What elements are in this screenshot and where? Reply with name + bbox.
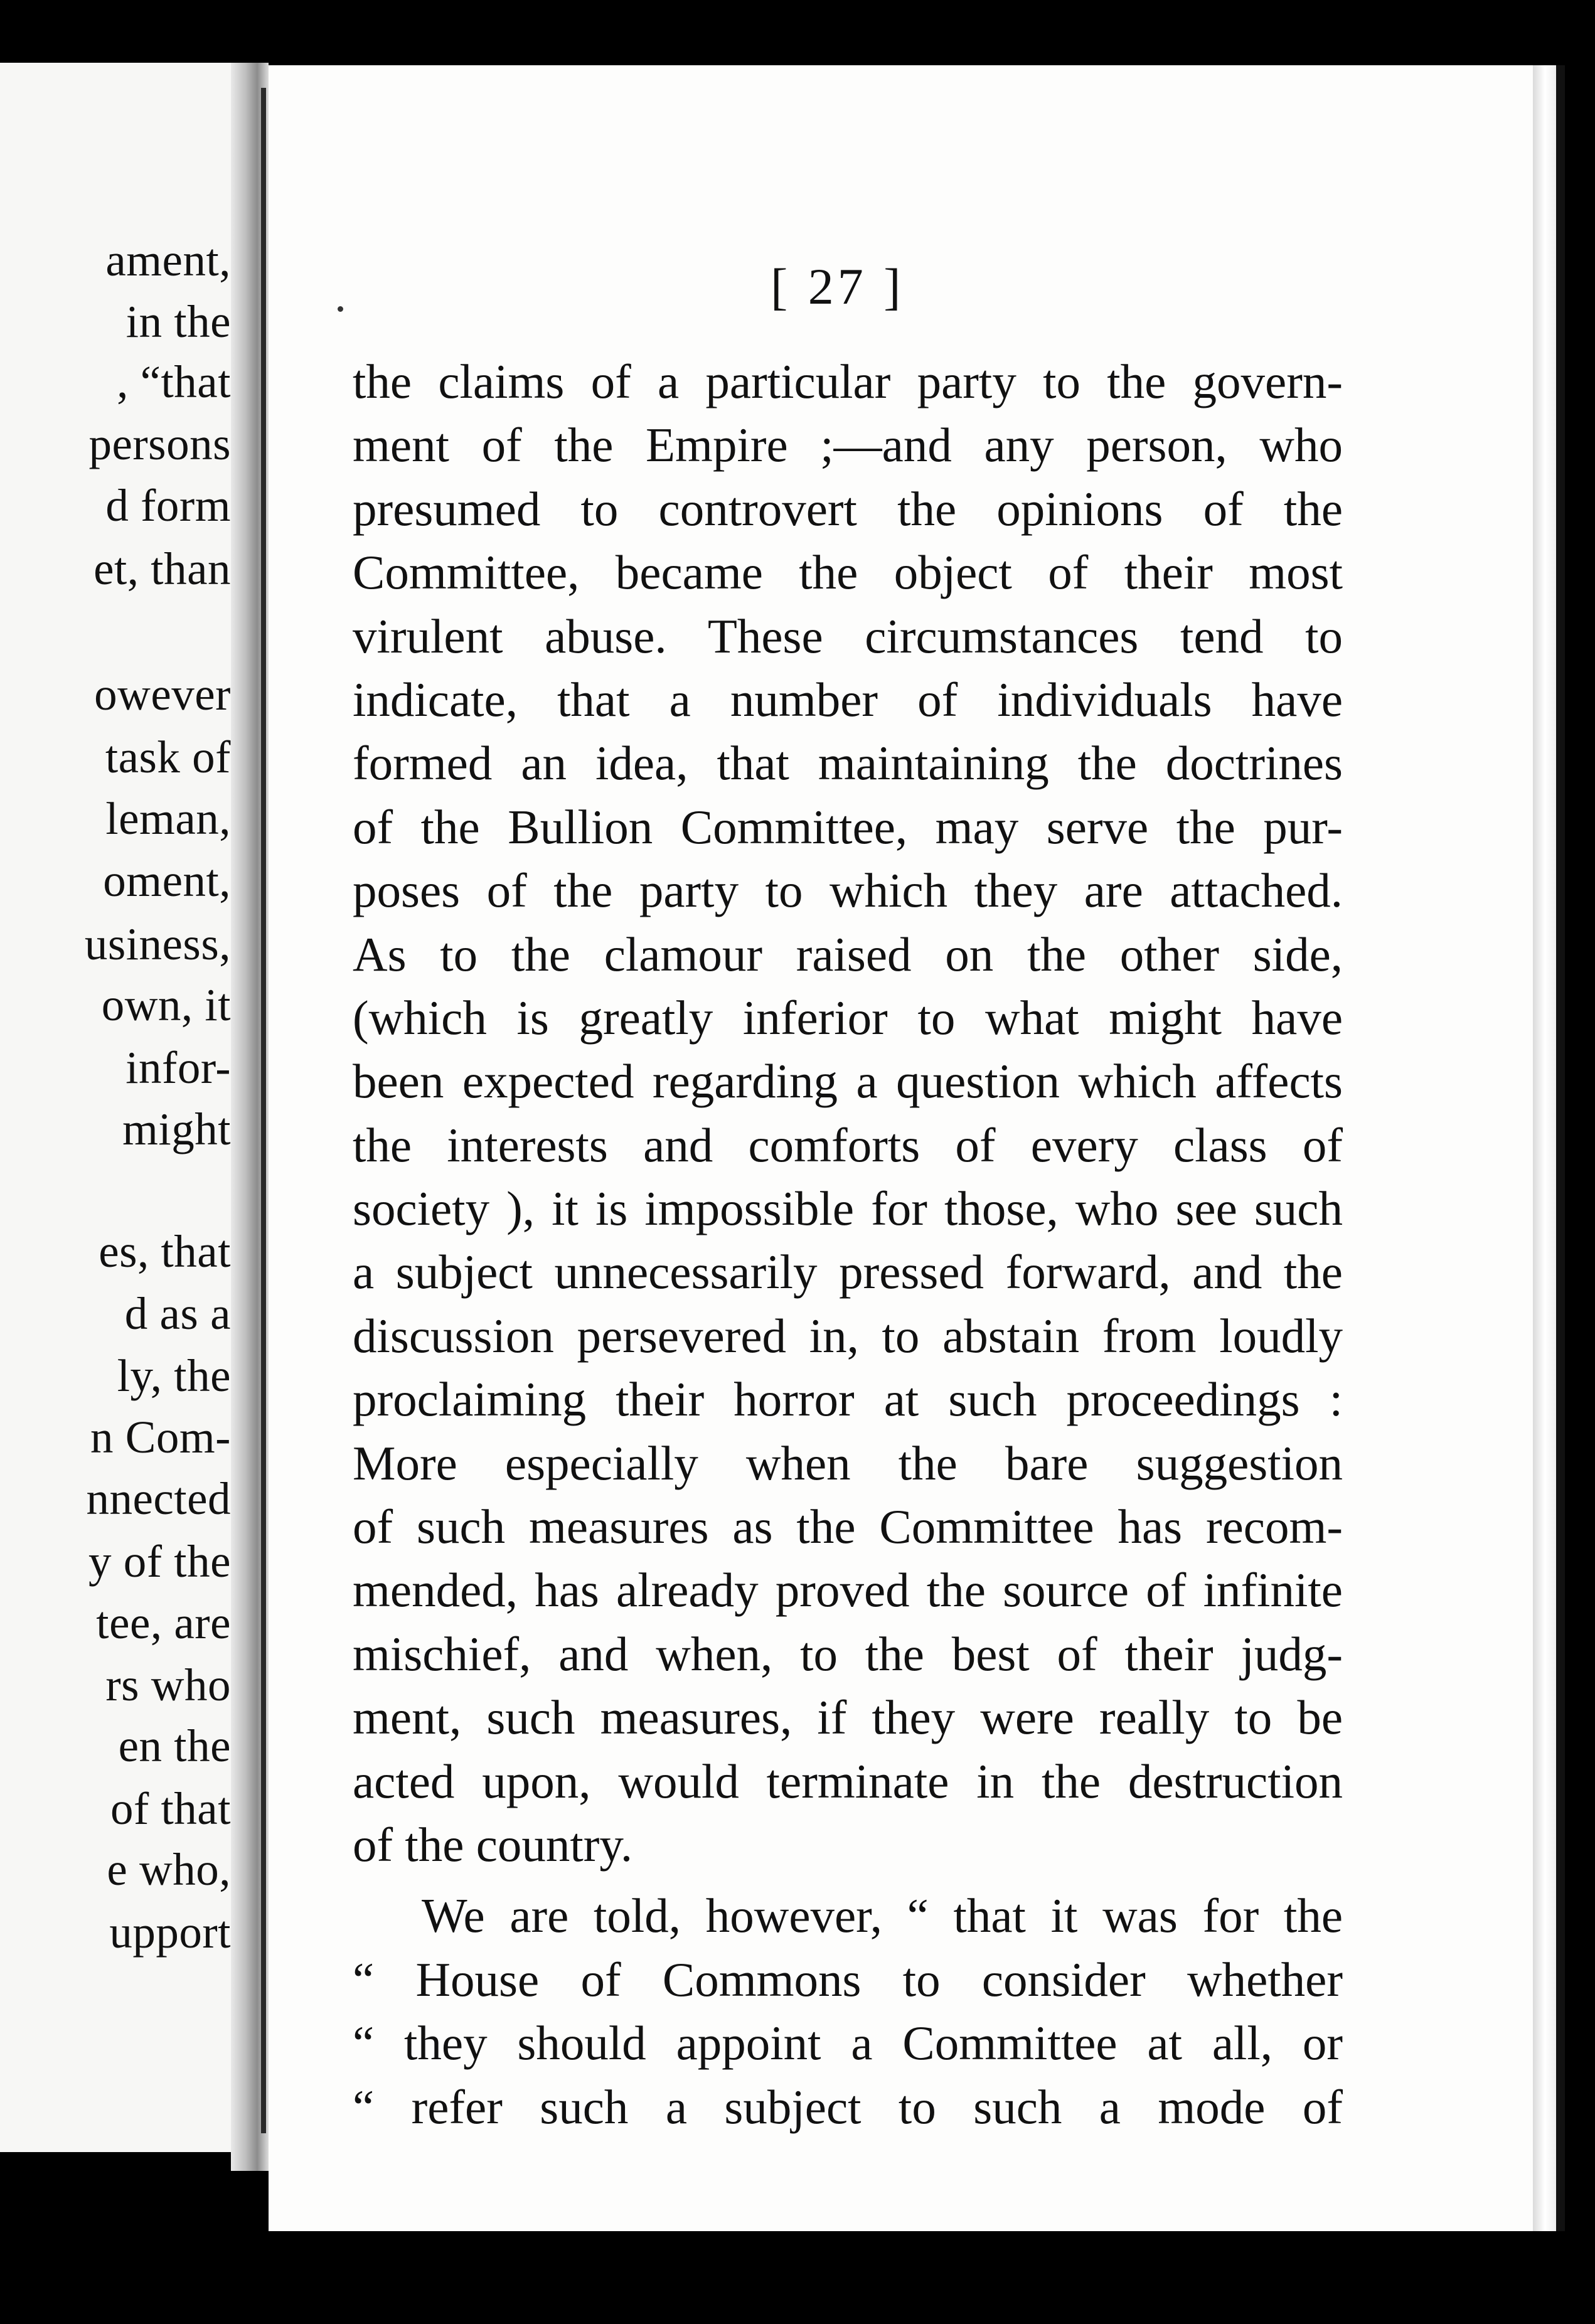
- left-page-line: es, that: [99, 1226, 231, 1277]
- text-line: of the Bullion Committee, may serve the pur-: [353, 799, 1343, 854]
- left-page-line: usiness,: [84, 919, 231, 969]
- text-line: More especially when the bare suggestion: [353, 1436, 1343, 1490]
- gutter-shadow-line: [261, 88, 266, 2133]
- page-edge-shadow: [1556, 65, 1565, 2231]
- left-page-line: tee, are: [96, 1597, 231, 1648]
- ink-speck: [338, 306, 343, 312]
- text-line: the claims of a particular party to the govern-: [353, 354, 1343, 408]
- left-page-line: ly, the: [117, 1350, 231, 1401]
- text-line: mischief, and when, to the best of their judg-: [353, 1626, 1343, 1681]
- text-line: the interests and comforts of every class of: [353, 1117, 1343, 1172]
- left-page-line: e who,: [107, 1844, 231, 1895]
- text-line: virulent abuse. These circumstances tend to: [353, 609, 1343, 663]
- text-line: mended, has already proved the source of infinite: [353, 1563, 1343, 1618]
- left-page-line: persons: [88, 418, 231, 469]
- left-page-line: task of: [105, 732, 231, 782]
- left-page-line: upport: [109, 1907, 231, 1958]
- left-page-line: d as a: [124, 1288, 231, 1339]
- text-line: (which is greatly inferior to what might have: [353, 990, 1343, 1045]
- text-line: Committee, became the object of their most: [353, 545, 1343, 600]
- text-line: poses of the party to which they are attached.: [353, 863, 1343, 918]
- body-text: [353, 350, 1343, 2139]
- left-page-line: et, than: [93, 543, 231, 594]
- text-line: of such measures as the Committee has recom-: [353, 1500, 1343, 1554]
- left-page-line: oment,: [103, 855, 231, 906]
- text-line: acted upon, would terminate in the destruction: [353, 1754, 1343, 1808]
- text-line: society ), it is impossible for those, who see such: [353, 1181, 1343, 1236]
- text-line: “ refer such a subject to such a mode of: [353, 2079, 1343, 2134]
- text-line: “ they should appoint a Committee at all, or: [353, 2016, 1343, 2071]
- left-page-line: leman,: [105, 793, 231, 844]
- left-page-line: infor-: [125, 1042, 231, 1093]
- text-line: formed an idea, that maintaining the doctrines: [353, 736, 1343, 791]
- text-line: been expected regarding a question which affects: [353, 1054, 1343, 1109]
- text-line: As to the clamour raised on the other side,: [353, 927, 1343, 981]
- text-line: proclaiming their horror at such proceedings :: [353, 1372, 1343, 1427]
- left-page-line: in the: [125, 296, 231, 347]
- paragraph-gap: [353, 1877, 1343, 1884]
- left-page-line: might: [122, 1104, 231, 1154]
- previous-page-fragment: [0, 63, 231, 2152]
- text-line: presumed to controvert the opinions of the: [353, 481, 1343, 536]
- text-line: discussion persevered in, to abstain from loudly: [353, 1308, 1343, 1363]
- left-page-line: d form: [105, 480, 231, 531]
- left-page-line: n Com-: [90, 1412, 231, 1463]
- left-page-line: own, it: [101, 979, 231, 1030]
- text-line: ment of the Empire ;—and any person, who: [353, 418, 1343, 472]
- text-line: indicate, that a number of individuals have: [353, 672, 1343, 727]
- left-page-line: ament,: [105, 235, 231, 285]
- left-page-line: y of the: [88, 1536, 231, 1587]
- text-line: a subject unnecessarily pressed forward, and the: [353, 1245, 1343, 1299]
- left-page-line: owever: [94, 669, 231, 720]
- left-page-line: rs who: [105, 1660, 231, 1710]
- left-page-line: of that: [110, 1783, 231, 1834]
- paragraph: [353, 1884, 1343, 2139]
- paragraph: [353, 350, 1343, 1877]
- left-page-line: en the: [118, 1720, 231, 1771]
- page-number: [ 27 ]: [771, 258, 905, 315]
- text-line: of the country.: [353, 1817, 633, 1872]
- left-page-line: , “that: [117, 356, 231, 407]
- text-line: We are told, however, “ that it was for the: [422, 1889, 1343, 1943]
- left-page-line: nnected: [86, 1473, 231, 1524]
- text-line: “ House of Commons to consider whether: [353, 1952, 1343, 2007]
- text-line: ment, such measures, if they were really to be: [353, 1690, 1343, 1745]
